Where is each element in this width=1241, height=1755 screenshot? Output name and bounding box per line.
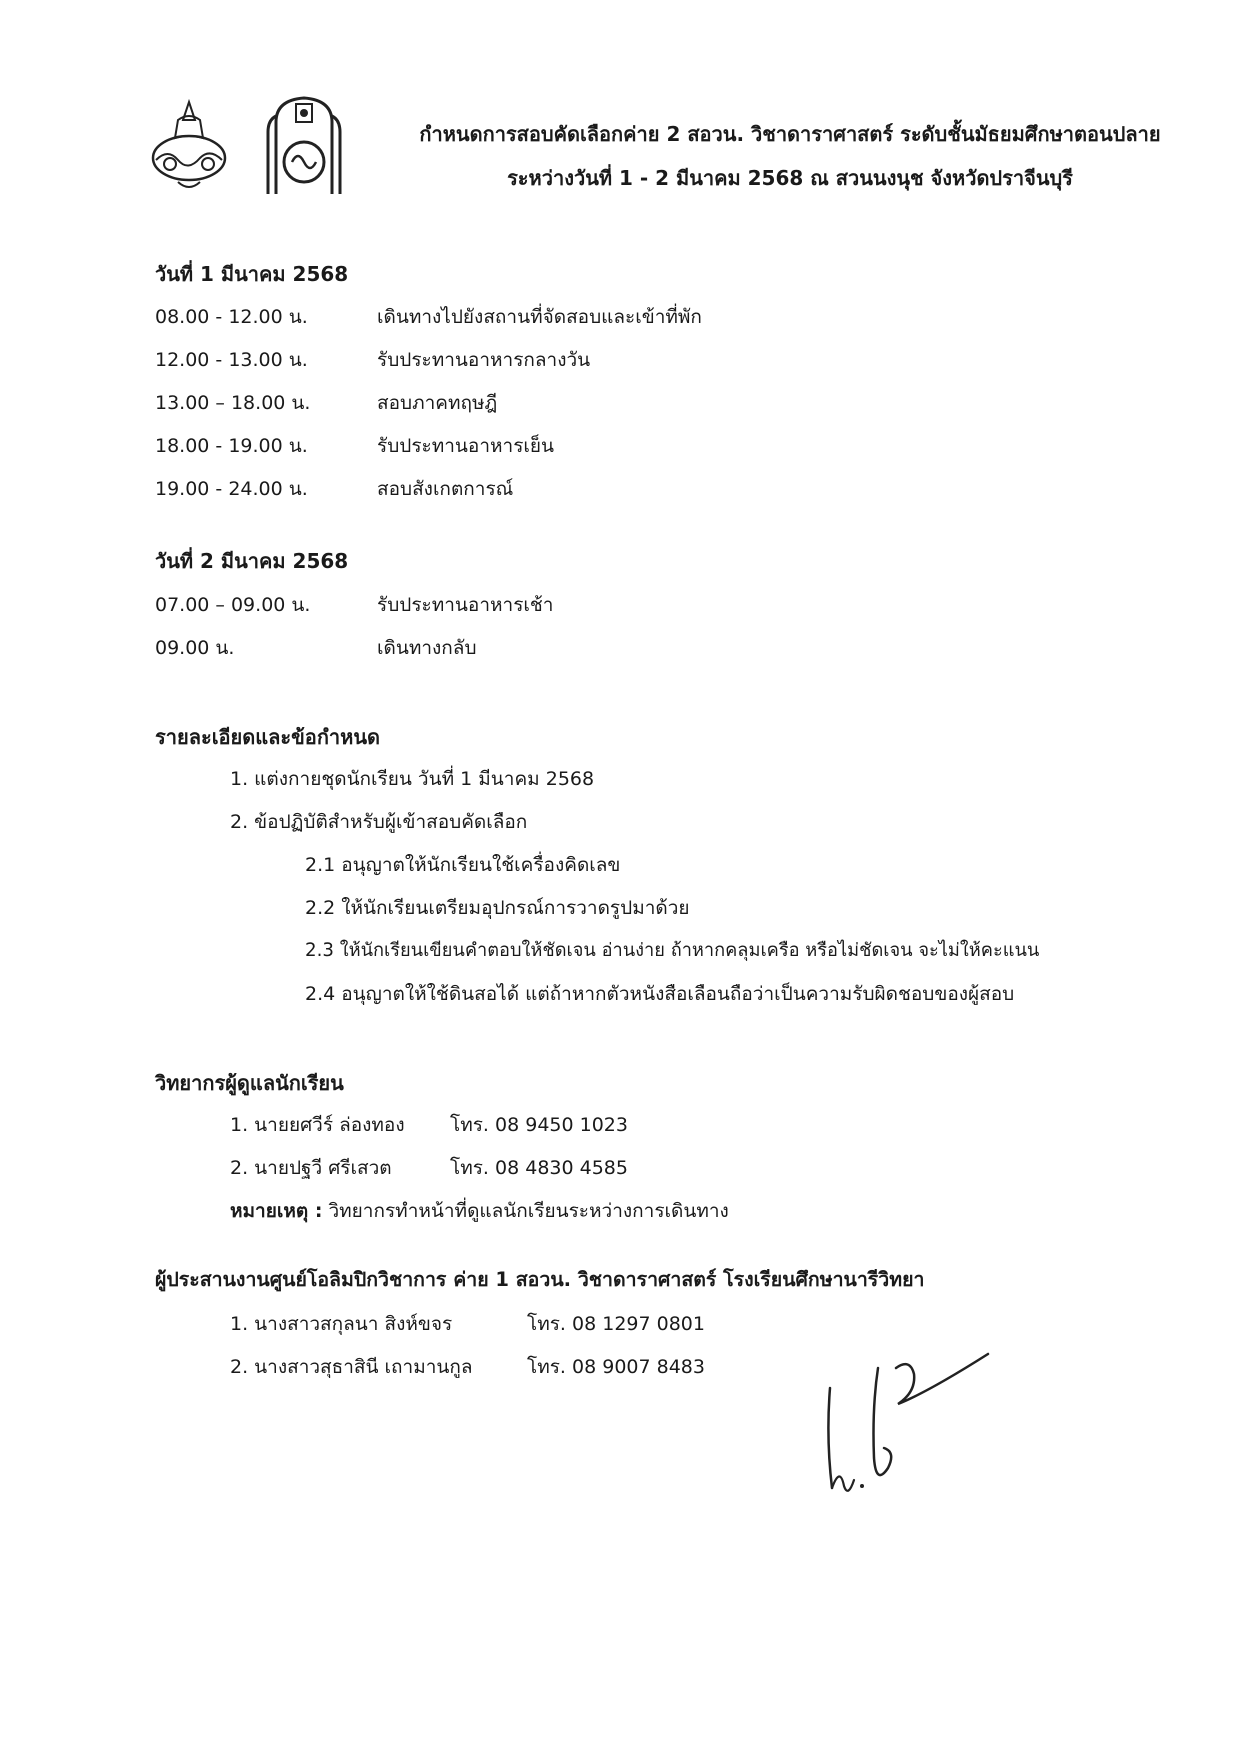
day2-title: วันที่ 2 มีนาคม 2568 <box>155 549 349 573</box>
school-crest-logo <box>148 98 230 194</box>
header-subtitle: ระหว่างวันที่ 1 - 2 มีนาคม 2568 ณ สวนนงนุช จังหวัดปราจีนบุรี <box>507 166 1073 190</box>
coordinator-row <box>230 1309 705 1339</box>
note-text: วิทยากรทำหน้าที่ดูแลนักเรียนระหว่างการเดินทาง <box>322 1200 729 1222</box>
coordinator-name: 2. นางสาวสุธาสินี เถามานกูล <box>230 1356 473 1378</box>
schedule-activity: สอบสังเกตการณ์ <box>377 478 514 500</box>
schedule-time: 09.00 น. <box>155 637 235 659</box>
coordinator-row <box>230 1352 705 1382</box>
schedule-row <box>155 590 553 620</box>
schedule-activity: รับประทานอาหารเย็น <box>377 435 555 457</box>
supervisor-note <box>230 1196 729 1226</box>
details-subitem: 2.3 ให้นักเรียนเขียนคำตอบให้ชัดเจน อ่านง่าย ถ้าหากคลุมเครือ หรือไม่ชัดเจน จะไม่ให้คะแนน <box>305 940 1040 961</box>
coordinator-phone: โทร. 08 1297 0801 <box>527 1313 705 1335</box>
details-subitem: 2.1 อนุญาตให้นักเรียนใช้เครื่องคิดเลข <box>305 854 621 876</box>
header-title: กำหนดการสอบคัดเลือกค่าย 2 สอวน. วิชาดาราศาสตร์ ระดับชั้นมัธยมศึกษาตอนปลาย <box>419 122 1161 146</box>
supervisor-name: 1. นายยศวีร์ ล่องทอง <box>230 1114 405 1136</box>
schedule-time: 18.00 - 19.00 น. <box>155 435 308 457</box>
document-header <box>380 112 1200 200</box>
details-subitem: 2.4 อนุญาตให้ใช้ดินสอได้ แต่ถ้าหากตัวหนังสือเลือนถือว่าเป็นความรับผิดชอบของผู้สอบ <box>305 983 1015 1005</box>
schedule-row <box>155 474 513 504</box>
schedule-row <box>155 345 590 375</box>
supervisors-title: วิทยากรผู้ดูแลนักเรียน <box>155 1071 344 1095</box>
supervisor-phone: โทร. 08 9450 1023 <box>450 1114 628 1136</box>
schedule-activity: เดินทางไปยังสถานที่จัดสอบและเข้าที่พัก <box>377 306 702 328</box>
schedule-time: 12.00 - 13.00 น. <box>155 349 308 371</box>
schedule-activity: เดินทางกลับ <box>377 637 477 659</box>
details-item: 2. ข้อปฏิบัติสำหรับผู้เข้าสอบคัดเลือก <box>230 811 528 833</box>
coordinators-title: ผู้ประสานงานศูนย์โอลิมปิกวิชาการ ค่าย 1 สอวน. วิชาดาราศาสตร์ โรงเรียนศึกษานารีวิทยา <box>155 1268 925 1291</box>
schedule-activity: รับประทานอาหารเช้า <box>377 594 554 616</box>
details-subitem: 2.2 ให้นักเรียนเตรียมอุปกรณ์การวาดรูปมาด้วย <box>305 897 690 919</box>
schedule-activity: สอบภาคทฤษฎี <box>377 392 498 414</box>
schedule-time: 08.00 - 12.00 น. <box>155 306 308 328</box>
supervisor-phone: โทร. 08 4830 4585 <box>450 1157 628 1179</box>
schedule-activity: รับประทานอาหารกลางวัน <box>377 349 591 371</box>
day1-title: วันที่ 1 มีนาคม 2568 <box>155 262 349 286</box>
school-emblem-logo <box>262 92 346 198</box>
handwritten-signature <box>818 1348 998 1502</box>
supervisor-row <box>230 1110 628 1140</box>
schedule-time: 19.00 - 24.00 น. <box>155 478 308 500</box>
schedule-row <box>155 633 477 663</box>
schedule-time: 07.00 – 09.00 น. <box>155 594 311 616</box>
schedule-row <box>155 431 554 461</box>
coordinator-name: 1. นางสาวสกุลนา สิงห์ขจร <box>230 1313 453 1335</box>
supervisor-row <box>230 1153 628 1183</box>
details-title: รายละเอียดและข้อกำหนด <box>155 725 380 749</box>
supervisor-name: 2. นายปฐวี ศรีเสวต <box>230 1157 392 1179</box>
schedule-time: 13.00 – 18.00 น. <box>155 392 311 414</box>
schedule-row <box>155 302 702 332</box>
details-item: 1. แต่งกายชุดนักเรียน วันที่ 1 มีนาคม 2568 <box>230 768 595 790</box>
note-label: หมายเหตุ : <box>230 1200 323 1222</box>
schedule-row <box>155 388 497 418</box>
coordinator-phone: โทร. 08 9007 8483 <box>527 1356 705 1378</box>
